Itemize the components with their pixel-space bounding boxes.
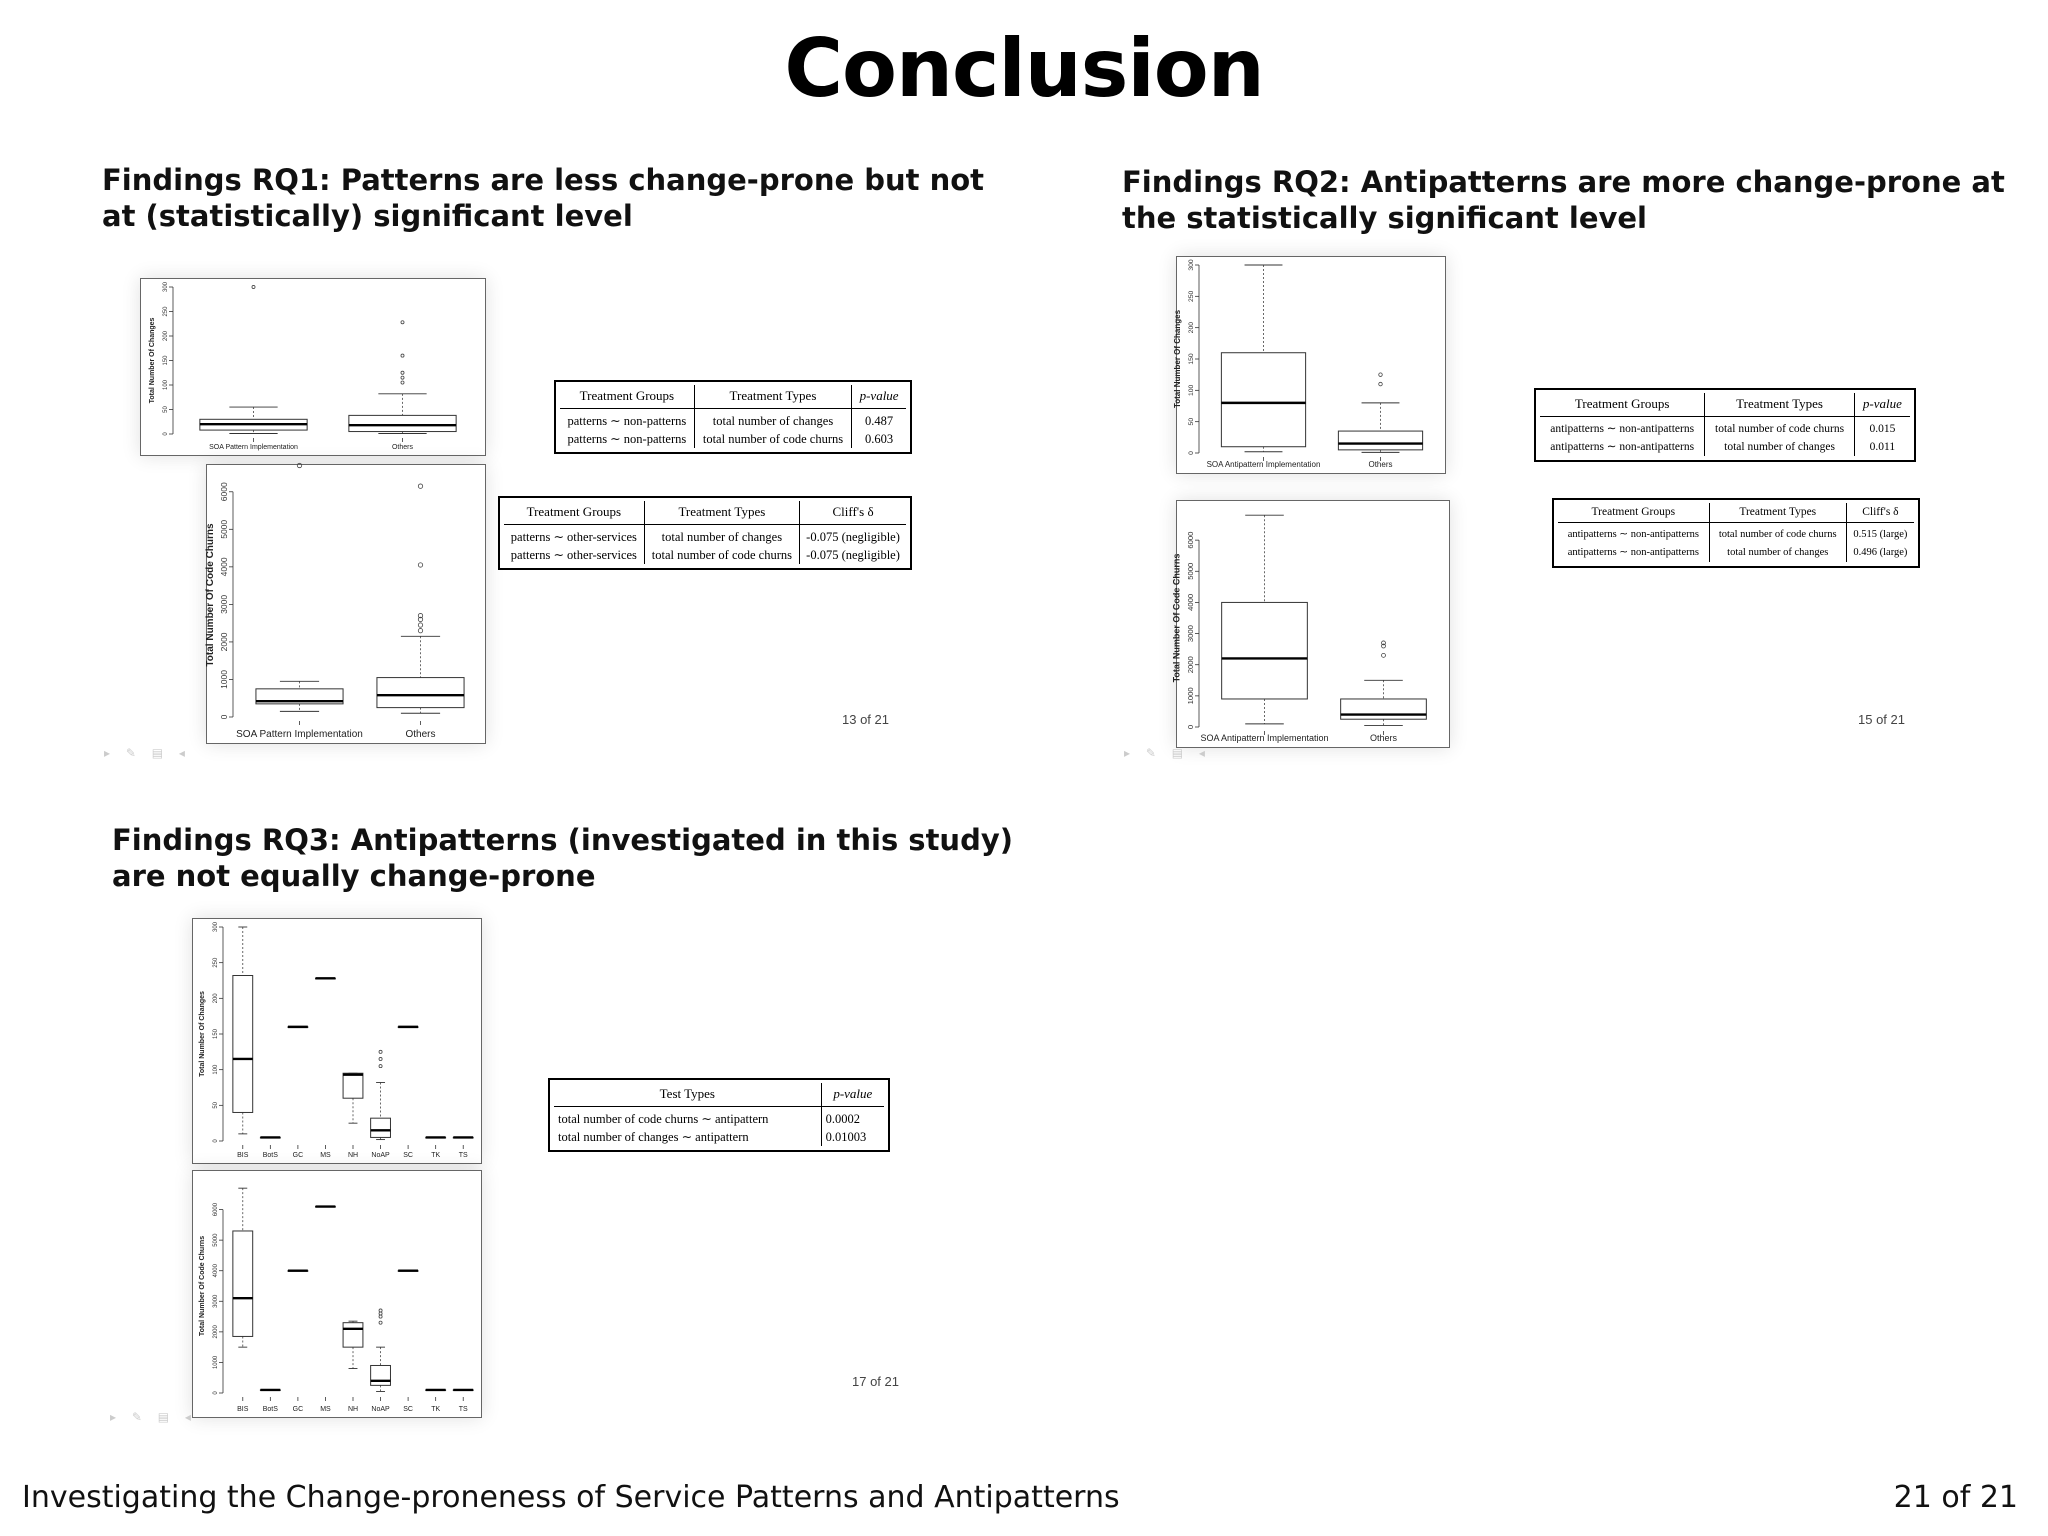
y-tick-label: 150 bbox=[1188, 353, 1195, 365]
y-tick-label: 0 bbox=[1186, 724, 1195, 730]
outlier-point bbox=[401, 381, 404, 384]
box bbox=[343, 1073, 363, 1098]
box bbox=[1338, 431, 1422, 450]
rq3-changes-chart-svg bbox=[193, 919, 481, 1163]
rq2-heading-line1: Findings RQ2: Antipatterns are more change-prone at bbox=[1122, 165, 2005, 199]
rq1-cliff-table bbox=[498, 496, 912, 570]
y-tick-label: 4000 bbox=[213, 1264, 219, 1278]
y-tick-label: 250 bbox=[1188, 290, 1195, 303]
x-tick-label: TS bbox=[458, 1406, 468, 1413]
x-tick-label: NH bbox=[347, 1406, 359, 1413]
table-cell: total number of code churns ∼ antipattern bbox=[558, 1112, 769, 1126]
y-tick-label: 0 bbox=[1188, 451, 1195, 455]
x-tick-label: BotS bbox=[262, 1152, 278, 1159]
outlier-point bbox=[379, 1321, 382, 1324]
y-tick-label: 0 bbox=[163, 432, 169, 436]
y-tick-label: 50 bbox=[213, 1102, 219, 1109]
table-cell: total number of changes bbox=[1709, 544, 1846, 562]
table-header: Treatment Types bbox=[1705, 393, 1854, 417]
y-tick-label: 6000 bbox=[219, 482, 229, 502]
table-cell: total number of changes bbox=[1705, 438, 1854, 456]
y-tick-label: 300 bbox=[213, 922, 219, 932]
table-row bbox=[1540, 417, 1910, 439]
y-tick-label: 100 bbox=[1188, 384, 1195, 397]
outlier-point bbox=[418, 484, 422, 488]
rq2-churns-chart-svg bbox=[1171, 501, 1449, 747]
x-tick-label: SC bbox=[403, 1406, 413, 1413]
table-row bbox=[1558, 544, 1914, 562]
table-header: Treatment Groups bbox=[1558, 503, 1709, 523]
y-tick-label: 300 bbox=[163, 282, 169, 292]
outlier-point bbox=[401, 371, 404, 374]
table-row bbox=[554, 1107, 884, 1129]
table-cell: total number of code churns bbox=[1709, 523, 1846, 545]
nav-controls-ghost: ▸ ✎ ▤ ◂ bbox=[110, 1410, 197, 1424]
table-cell: 0.0002 bbox=[821, 1107, 884, 1129]
y-tick-label: 3000 bbox=[213, 1294, 219, 1308]
y-tick-label: 250 bbox=[213, 957, 219, 968]
footer-page-number: 21 of 21 bbox=[1893, 1480, 2018, 1515]
table-cell: total number of changes ∼ antipattern bbox=[558, 1130, 749, 1144]
x-tick-label: MS bbox=[320, 1152, 331, 1159]
rq1-changes-chart-svg bbox=[141, 279, 485, 455]
y-axis-title: Total Number Of Changes bbox=[199, 991, 207, 1077]
rq3-changes-boxplot bbox=[192, 918, 482, 1164]
table-cell: patterns ∼ other-services bbox=[510, 548, 637, 562]
x-tick-label: TK bbox=[431, 1152, 441, 1159]
table-cell: 0.603 bbox=[852, 430, 906, 448]
table-row bbox=[554, 1128, 884, 1146]
slide-title: Conclusion bbox=[784, 22, 1264, 115]
box bbox=[371, 1365, 391, 1385]
outlier-point bbox=[379, 1315, 382, 1318]
x-tick-label: SC bbox=[403, 1152, 413, 1159]
rq2-slide-number: 15 of 21 bbox=[1858, 712, 1905, 727]
table-header: p-value bbox=[1854, 393, 1910, 417]
table-cell: 0.011 bbox=[1854, 438, 1910, 456]
table-header: Treatment Groups bbox=[1540, 393, 1705, 417]
table-row bbox=[1540, 438, 1910, 456]
y-tick-label: 0 bbox=[219, 714, 229, 720]
outlier-point bbox=[379, 1050, 382, 1053]
x-tick-label: SOA Pattern Implementation bbox=[236, 729, 363, 740]
rq2-heading bbox=[1122, 164, 2005, 236]
y-tick-label: 4000 bbox=[219, 557, 229, 577]
y-tick-label: 1000 bbox=[213, 1355, 219, 1370]
box bbox=[349, 415, 456, 431]
box bbox=[377, 678, 464, 708]
table-header: Treatment Groups bbox=[560, 385, 694, 409]
table-row bbox=[560, 430, 906, 448]
x-tick-label: SOA Antipattern Implementation bbox=[1200, 733, 1329, 743]
rq2-changes-boxplot bbox=[1172, 256, 1446, 474]
outlier-point bbox=[252, 285, 255, 288]
y-axis-title: Total Number Of Code Churns bbox=[199, 1235, 207, 1337]
table-cell: total number of code churns bbox=[694, 430, 851, 448]
rq3-churns-boxplot bbox=[192, 1170, 482, 1418]
x-tick-label: Others bbox=[405, 729, 436, 740]
y-tick-label: 3000 bbox=[219, 594, 229, 614]
x-tick-label: TS bbox=[458, 1152, 468, 1159]
y-tick-label: 5000 bbox=[1186, 562, 1195, 580]
table-header: Treatment Types bbox=[694, 385, 851, 409]
table-cell: -0.075 (negligible) bbox=[800, 546, 906, 564]
outlier-point bbox=[1382, 653, 1386, 657]
x-tick-label: Others bbox=[1369, 733, 1398, 743]
table-row bbox=[1558, 523, 1914, 545]
rq1-heading-line2: at (statistically) significant level bbox=[102, 199, 633, 233]
table-cell: 0.515 (large) bbox=[1846, 523, 1914, 545]
y-tick-label: 0 bbox=[213, 1391, 219, 1395]
rq1-churns-chart-svg bbox=[207, 465, 485, 743]
rq1-changes-boxplot bbox=[140, 278, 486, 456]
y-tick-label: 50 bbox=[163, 406, 169, 413]
y-axis-title: Total Number Of Changes bbox=[149, 317, 157, 404]
table-cell: antipatterns ∼ non-antipatterns bbox=[1550, 441, 1695, 453]
table-cell: 0.496 (large) bbox=[1846, 544, 1914, 562]
rq1-churns-boxplot bbox=[206, 464, 486, 744]
box bbox=[233, 1231, 253, 1336]
rq3-slide-number: 17 of 21 bbox=[852, 1374, 899, 1389]
outlier-point bbox=[379, 1057, 382, 1060]
y-tick-label: 150 bbox=[213, 1029, 219, 1039]
y-tick-label: 300 bbox=[1188, 259, 1195, 271]
table-header: Treatment Groups bbox=[504, 501, 644, 525]
rq2-churns-boxplot bbox=[1171, 500, 1450, 748]
rq1-heading-line1: Findings RQ1: Patterns are less change-prone but not bbox=[102, 163, 985, 197]
table-header: p-value bbox=[852, 385, 906, 409]
table-cell: total number of code churns bbox=[644, 546, 799, 564]
box bbox=[1222, 602, 1308, 699]
outlier-point bbox=[418, 563, 422, 567]
outlier-point bbox=[401, 376, 404, 379]
table-row bbox=[504, 546, 906, 564]
rq3-heading-line1: Findings RQ3: Antipatterns (investigated in this study) bbox=[112, 823, 1013, 857]
y-tick-label: 5000 bbox=[219, 519, 229, 539]
table-cell: 0.487 bbox=[852, 409, 906, 431]
rq2-changes-chart-svg bbox=[1172, 257, 1445, 473]
nav-controls-ghost: ▸ ✎ ▤ ◂ bbox=[104, 746, 191, 760]
table-cell: 0.015 bbox=[1854, 417, 1910, 439]
table-header: Treatment Types bbox=[1709, 503, 1846, 523]
y-tick-label: 1000 bbox=[219, 670, 229, 689]
table-cell: patterns ∼ non-patterns bbox=[567, 432, 687, 446]
y-tick-label: 4000 bbox=[1186, 593, 1195, 611]
box bbox=[371, 1118, 391, 1137]
y-axis-title: Total Number Of Code Churns bbox=[1171, 553, 1182, 683]
y-tick-label: 2000 bbox=[1186, 656, 1195, 674]
outlier-point bbox=[401, 321, 404, 324]
x-tick-label: NoAP bbox=[371, 1152, 390, 1159]
rq3-heading-line2: are not equally change-prone bbox=[112, 859, 596, 893]
x-tick-label: NoAP bbox=[371, 1406, 390, 1413]
table-cell: patterns ∼ non-patterns bbox=[567, 414, 687, 428]
x-tick-label: Others bbox=[391, 444, 414, 451]
x-tick-label: GC bbox=[292, 1406, 304, 1413]
x-tick-label: BIS bbox=[237, 1152, 249, 1159]
y-tick-label: 6000 bbox=[213, 1202, 219, 1217]
x-tick-label: BotS bbox=[262, 1406, 278, 1413]
y-tick-label: 6000 bbox=[1186, 531, 1195, 549]
y-tick-label: 2000 bbox=[219, 632, 229, 652]
rq3-heading bbox=[112, 822, 1013, 894]
box bbox=[1221, 353, 1305, 447]
rq3-test-table bbox=[548, 1078, 890, 1152]
box bbox=[343, 1323, 363, 1347]
y-tick-label: 2000 bbox=[213, 1325, 219, 1339]
y-tick-label: 100 bbox=[163, 380, 169, 390]
box bbox=[233, 976, 253, 1113]
y-tick-label: 50 bbox=[1188, 417, 1195, 426]
y-tick-label: 250 bbox=[163, 306, 169, 317]
y-tick-label: 200 bbox=[213, 993, 219, 1004]
box bbox=[1341, 699, 1427, 719]
table-cell: total number of changes bbox=[644, 525, 799, 547]
outlier-point bbox=[379, 1065, 382, 1068]
table-header: Cliff's δ bbox=[1846, 503, 1914, 523]
outlier-point bbox=[401, 354, 404, 357]
y-tick-label: 150 bbox=[163, 355, 169, 366]
y-tick-label: 0 bbox=[213, 1139, 219, 1143]
rq1-heading bbox=[102, 162, 984, 234]
y-axis-title: Total Number Of Code Churns bbox=[205, 523, 216, 667]
table-cell: antipatterns ∼ non-antipatterns bbox=[1567, 529, 1699, 540]
rq2-cliff-table bbox=[1552, 498, 1920, 568]
x-tick-label: TK bbox=[431, 1406, 441, 1413]
table-cell: total number of changes bbox=[694, 409, 851, 431]
x-tick-label: GC bbox=[292, 1152, 304, 1159]
outlier-point bbox=[297, 463, 301, 467]
x-tick-label: BIS bbox=[237, 1406, 249, 1413]
outlier-point bbox=[418, 628, 422, 632]
table-cell: 0.01003 bbox=[821, 1128, 884, 1146]
y-tick-label: 200 bbox=[163, 331, 169, 341]
y-tick-label: 3000 bbox=[1186, 625, 1195, 643]
x-tick-label: NH bbox=[347, 1152, 359, 1159]
y-tick-label: 100 bbox=[213, 1064, 219, 1075]
table-cell: antipatterns ∼ non-antipatterns bbox=[1550, 423, 1695, 435]
table-header: Test Types bbox=[554, 1083, 821, 1107]
nav-controls-ghost: ▸ ✎ ▤ ◂ bbox=[1124, 746, 1211, 760]
x-tick-label: SOA Antipattern Implementation bbox=[1206, 460, 1321, 469]
outlier-point bbox=[1379, 373, 1383, 377]
y-tick-label: 200 bbox=[1188, 321, 1195, 334]
table-header: Cliff's δ bbox=[800, 501, 906, 525]
x-tick-label: MS bbox=[320, 1406, 331, 1413]
footer-title: Investigating the Change-proneness of Service Patterns and Antipatterns bbox=[22, 1480, 1120, 1515]
table-row bbox=[560, 409, 906, 431]
table-cell: total number of code churns bbox=[1705, 417, 1854, 439]
outlier-point bbox=[1379, 382, 1383, 386]
table-header: p-value bbox=[821, 1083, 884, 1107]
outlier-point bbox=[379, 1309, 382, 1312]
x-tick-label: SOA Pattern Implementation bbox=[209, 444, 298, 451]
table-header: Treatment Types bbox=[644, 501, 799, 525]
table-cell: patterns ∼ other-services bbox=[510, 530, 637, 544]
outlier-point bbox=[379, 1312, 382, 1315]
table-row bbox=[504, 525, 906, 547]
rq1-slide-number: 13 of 21 bbox=[842, 712, 889, 727]
y-tick-label: 1000 bbox=[1186, 687, 1195, 705]
rq1-pvalue-table bbox=[554, 380, 912, 454]
y-tick-label: 5000 bbox=[213, 1233, 219, 1247]
outlier-point bbox=[418, 623, 422, 627]
rq2-pvalue-table bbox=[1534, 388, 1916, 462]
rq3-churns-chart-svg bbox=[193, 1171, 481, 1417]
rq2-heading-line2: the statistically significant level bbox=[1122, 201, 1648, 235]
table-cell: -0.075 (negligible) bbox=[800, 525, 906, 547]
x-tick-label: Others bbox=[1368, 460, 1393, 469]
y-axis-title: Total Number Of Changes bbox=[1172, 309, 1182, 409]
table-cell: antipatterns ∼ non-antipatterns bbox=[1567, 547, 1699, 558]
